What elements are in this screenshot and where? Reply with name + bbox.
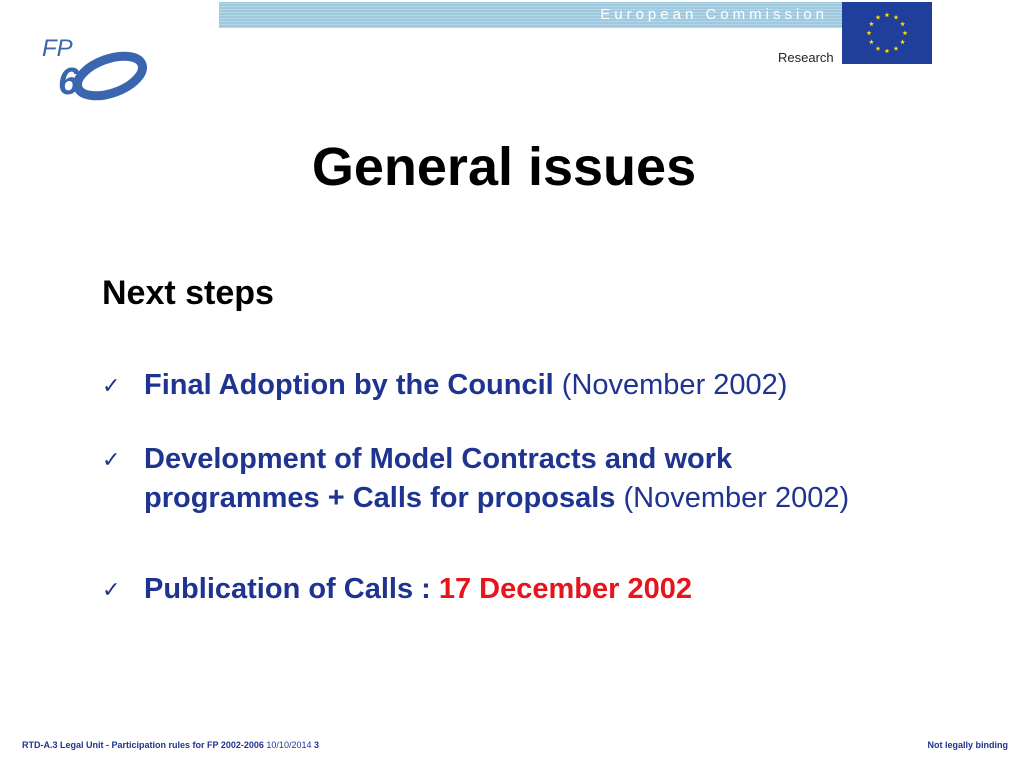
eu-star-icon [876, 46, 881, 51]
eu-stars-icon [842, 2, 932, 64]
highlight-date: 17 December 2002 [438, 573, 692, 605]
research-label: Research [778, 50, 834, 65]
section-heading: Next steps [102, 274, 274, 312]
bullet-strong: Publication of Calls : [144, 573, 439, 605]
page-title: General issues [311, 137, 697, 197]
footer-date: 10/10/2014 [266, 740, 312, 750]
eu-star-icon [903, 30, 908, 35]
footer-page-number: 3 [313, 740, 319, 750]
eu-star-icon [869, 21, 874, 26]
eu-flag-logo [842, 2, 932, 64]
eu-star-icon [885, 48, 890, 53]
footer-unit: RTD-A.3 Legal Unit - Participation rules for FP 2002-2006 [22, 740, 264, 750]
bullet-item [102, 440, 862, 518]
bullet-normal: (November 2002) [553, 369, 788, 401]
bullet-normal: (November 2002) [615, 482, 850, 514]
checkmark-icon: ✓ [102, 373, 121, 398]
eu-star-icon [867, 30, 872, 35]
header-band [219, 2, 842, 28]
bullet-item [102, 570, 902, 609]
checkmark-icon: ✓ [102, 577, 121, 602]
header-band-text: European Commission [600, 6, 828, 23]
eu-star-icon [876, 15, 881, 20]
eu-star-icon [900, 39, 905, 44]
eu-star-icon [885, 12, 890, 17]
eu-star-icon [869, 39, 874, 44]
eu-star-icon [894, 46, 899, 51]
bullet-strong: Development of Model Contracts and work programmes + Calls for proposals [144, 443, 733, 514]
bullet-item [102, 366, 902, 405]
footer-disclaimer: Not legally binding [927, 740, 1008, 750]
checkmark-icon: ✓ [102, 447, 121, 472]
bullet-strong: Final Adoption by the Council [144, 369, 554, 401]
footer-left [22, 740, 319, 750]
fp-logo-number: 6 [58, 61, 80, 102]
fp-logo-text: FP [42, 35, 73, 62]
fp6-logo [38, 30, 148, 102]
eu-star-icon [900, 21, 905, 26]
eu-star-icon [894, 15, 899, 20]
